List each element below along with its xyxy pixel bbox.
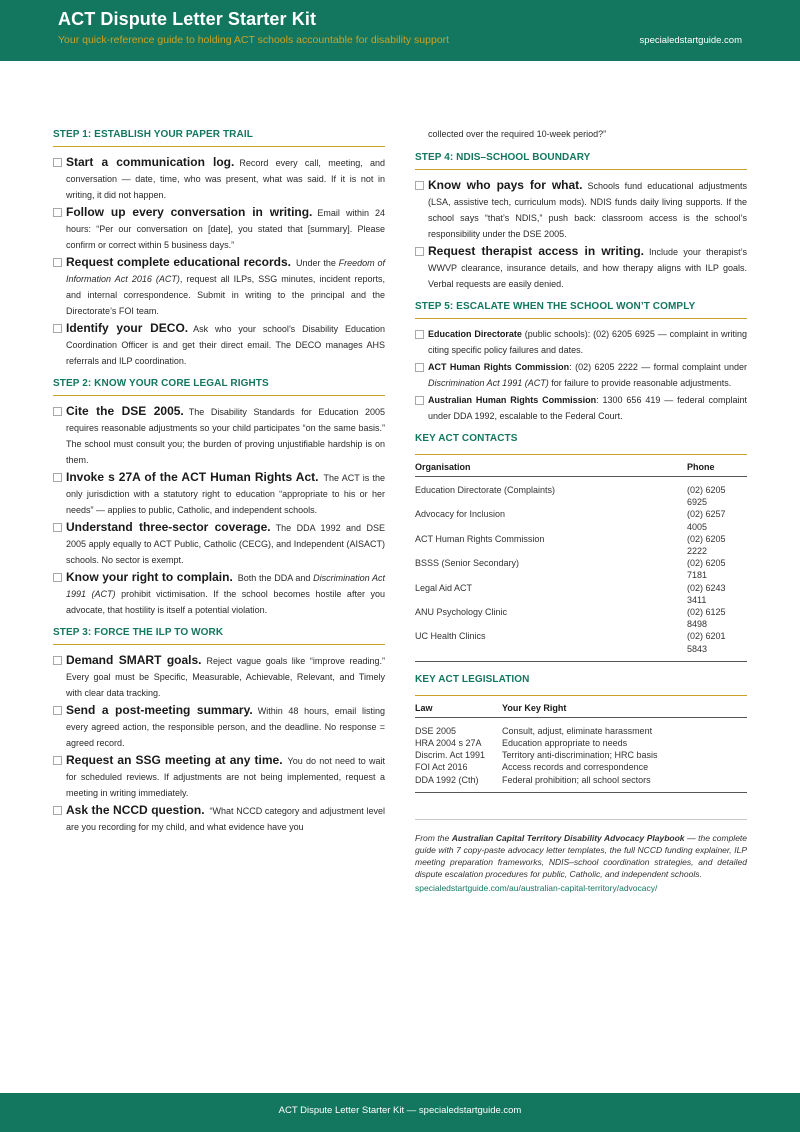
checkbox-icon[interactable] xyxy=(53,806,62,815)
checklist-item xyxy=(53,204,385,253)
site-link[interactable]: specialedstartguide.com xyxy=(639,35,742,46)
checkbox-icon[interactable] xyxy=(53,656,62,665)
playbook-link[interactable]: specialedstartguide.com/au/australian-capital-territory/advocacy/ xyxy=(415,882,658,893)
table-cell: (02) 6257 4005 xyxy=(687,509,726,532)
checkbox-icon[interactable] xyxy=(53,158,62,167)
item-text: Within 48 hours, email listing every agreed action, the responsible person, and the deadline. No response = agreed record. xyxy=(66,706,385,748)
table-row xyxy=(415,606,747,630)
left-column xyxy=(53,126,385,844)
item-lead: Cite the DSE 2005. xyxy=(66,404,184,418)
checkbox-icon[interactable] xyxy=(53,258,62,267)
checklist-item xyxy=(53,254,385,319)
item-lead: Australian Human Rights Commission xyxy=(428,395,597,405)
step3-continuation: collected over the required 10-week period?” xyxy=(428,129,607,139)
checkbox-icon[interactable] xyxy=(53,756,62,765)
table-cell: (02) 6205 6925 xyxy=(687,485,726,508)
checklist-item xyxy=(53,652,385,701)
column-header: Organisation xyxy=(415,460,687,477)
item-text: , request all ILPs, SSG minutes, incident reports, and internal correspondence. Submit in writing to the principal and the Directorate’s FOI team. xyxy=(66,274,385,316)
table-cell: (02) 6205 2222 xyxy=(687,533,726,557)
step3-heading: STEP 3: FORCE THE ILP TO WORK xyxy=(53,627,385,645)
checklist-item xyxy=(53,154,385,203)
item-text: You do not need to wait for scheduled reviews. If adjustments are not being implemented, request a meeting in writing immediately. xyxy=(66,756,385,798)
item-text-pre: : (02) 6205 2222 — formal complaint under xyxy=(569,362,748,372)
checkbox-icon[interactable] xyxy=(53,208,62,217)
table-row xyxy=(415,774,747,793)
item-text-em: Freedom of Information Act 2016 (ACT) xyxy=(66,258,385,284)
checkbox-icon[interactable] xyxy=(415,330,424,339)
checklist-item xyxy=(53,403,385,468)
step3-section xyxy=(53,627,385,835)
column-header: Law xyxy=(415,701,502,718)
step1-heading: STEP 1: ESTABLISH YOUR PAPER TRAIL xyxy=(53,129,385,147)
note-book-title: Australian Capital Territory Disability Advocacy Playbook xyxy=(451,832,685,843)
step1-section xyxy=(53,129,385,369)
item-lead: Send a post-meeting summary. xyxy=(66,703,253,717)
item-text: The ACT is the only jurisdiction with a statutory right to education “appropriate to his or her needs” — applies to public, Catholic, and independent schools. xyxy=(66,473,385,515)
table-row xyxy=(415,630,747,661)
table-cell: DDA 1992 (Cth) xyxy=(415,774,502,793)
checklist-item xyxy=(53,320,385,369)
contacts-section xyxy=(415,433,747,662)
table-row xyxy=(415,737,747,749)
step4-section xyxy=(415,152,747,292)
item-lead: Ask the NCCD question. xyxy=(66,803,205,817)
contacts-table-wrap xyxy=(415,454,747,662)
legislation-table xyxy=(415,701,747,793)
item-text: Reject vague goals like “improve reading.” Every goal must be Specific, Measurable, Achievable, Relevant, and Timely with clear data tracking. xyxy=(66,656,385,698)
table-cell: FOI Act 2016 xyxy=(415,762,468,773)
header-banner xyxy=(0,0,800,61)
right-column xyxy=(415,126,747,894)
checkbox-icon[interactable] xyxy=(415,396,424,405)
item-text-pre: Both the DDA and xyxy=(237,573,314,583)
checklist-item xyxy=(53,802,385,835)
item-text: Record every call, meeting, and conversation — date, time, who was present, what was said. If it is not in writing, it did not happen. xyxy=(66,158,385,200)
item-text: The DDA 1992 and DSE 2005 apply equally to ACT Public, Catholic (CECG), and Independent (AISACT) schools. No sector is exempt. xyxy=(66,523,386,565)
checkbox-icon[interactable] xyxy=(53,523,62,532)
checkbox-icon[interactable] xyxy=(53,573,62,582)
table-cell: Discrim. Act 1991 xyxy=(415,750,486,761)
item-lead: Know your right to complain. xyxy=(66,570,233,584)
note-prefix: From the xyxy=(415,832,452,843)
table-row xyxy=(415,717,747,737)
table-cell: (02) 6201 5843 xyxy=(687,630,747,661)
table-row xyxy=(415,508,747,532)
item-text: Schools fund educational adjustments (LSA, assistive tech, curriculum mods). NDIS funds daily living supports. If the school says “that’s NDIS,” push back: classroom access is the school’s responsibility under the DSE 2005. xyxy=(428,181,747,239)
table-cell: Access records and correspondence xyxy=(502,762,649,773)
legislation-table-wrap xyxy=(415,695,747,793)
table-row xyxy=(415,749,747,761)
item-lead: Request complete educational records. xyxy=(66,255,291,269)
item-lead: Invoke s 27A of the ACT Human Rights Act. xyxy=(66,470,319,484)
item-lead: Request therapist access in writing. xyxy=(428,244,644,258)
table-row xyxy=(415,533,747,557)
item-text-pre: Under the xyxy=(296,258,339,268)
item-text: The Disability Standards for Education 2005 requires reasonable adjustments so your child participates “on the same basis.” The school must consult you; the burden of proving unjustifiable hardship is on them. xyxy=(66,407,386,465)
item-lead: ACT Human Rights Commission xyxy=(428,362,570,372)
page-subtitle: Your quick-reference guide to holding ACT schools accountable for disability support xyxy=(58,34,450,46)
table-row xyxy=(415,582,747,606)
item-text: Ask who your school’s Disability Education Coordination Officer is and get their direct email. The DECO manages AHS referrals and ILP coordination. xyxy=(66,324,385,366)
table-cell: ACT Human Rights Commission xyxy=(415,533,545,544)
step2-section xyxy=(53,378,385,618)
table-cell: (02) 6125 8498 xyxy=(687,607,726,630)
item-lead: Education Directorate xyxy=(428,329,522,339)
table-cell: Advocacy for Inclusion xyxy=(415,509,506,520)
item-lead: Request an SSG meeting at any time. xyxy=(66,753,283,767)
contacts-table xyxy=(415,460,747,662)
note-text: — the complete guide with 7 copy-paste advocacy letter templates, the full NCCD funding explainer, ILP meeting preparation frameworks, NDIS–school coordination strategies, and detailed dispute escalation procedures for public, Catholic, and independent schools. xyxy=(415,832,748,880)
step5-heading: STEP 5: ESCALATE WHEN THE SCHOOL WON’T COMPLY xyxy=(415,301,747,319)
checklist-item xyxy=(53,469,385,518)
table-cell: Consult, adjust, eliminate harassment xyxy=(502,725,653,736)
checkbox-icon[interactable] xyxy=(53,473,62,482)
table-cell: UC Health Clinics xyxy=(415,630,687,661)
step2-heading: STEP 2: KNOW YOUR CORE LEGAL RIGHTS xyxy=(53,378,385,396)
item-text: for failure to provide reasonable adjustments. xyxy=(548,378,732,388)
checklist-item xyxy=(415,392,747,424)
table-row xyxy=(415,761,747,773)
table-cell: Territory anti-discrimination; HRC basis xyxy=(502,750,658,761)
table-cell: Federal prohibition; all school sectors xyxy=(502,774,747,793)
item-lead: Know who pays for what. xyxy=(428,178,583,192)
checklist-item xyxy=(53,519,385,568)
contacts-heading: KEY ACT CONTACTS xyxy=(415,433,518,444)
table-row xyxy=(415,557,747,581)
checkbox-icon[interactable] xyxy=(415,247,424,256)
item-text: : 1300 656 419 — federal complaint under DDA 1992, escalable to the Federal Court. xyxy=(428,395,747,421)
table-cell: HRA 2004 s 27A xyxy=(415,738,482,749)
item-text-em: Discrimination Act 1991 (ACT) xyxy=(428,378,549,388)
item-text: (public schools): (02) 6205 6925 — complaint in writing citing specific policy failures and dates. xyxy=(428,329,747,355)
item-text: Include your therapist’s WWVP clearance, insurance details, and how therapy aligns with ILP goals. Verbal requests are easily denied. xyxy=(428,247,747,289)
checkbox-icon[interactable] xyxy=(53,407,62,416)
checkbox-icon[interactable] xyxy=(415,363,424,372)
checklist-item xyxy=(53,702,385,751)
column-header: Phone xyxy=(687,460,747,477)
item-lead: Start a communication log. xyxy=(66,155,235,169)
item-lead: Demand SMART goals. xyxy=(66,653,202,667)
legislation-section xyxy=(415,674,747,793)
checkbox-icon[interactable] xyxy=(415,181,424,190)
item-lead: Identify your DECO. xyxy=(66,321,189,335)
checklist-item xyxy=(415,326,747,358)
legislation-heading: KEY ACT LEGISLATION xyxy=(415,673,530,685)
table-cell: Education appropriate to needs xyxy=(502,738,628,749)
table-cell: Legal Aid ACT xyxy=(415,582,473,593)
table-cell: BSSS (Senior Secondary) xyxy=(415,558,520,569)
table-cell: (02) 6243 3411 xyxy=(687,582,726,605)
page-title: ACT Dispute Letter Starter Kit xyxy=(58,9,317,29)
playbook-note xyxy=(415,819,747,894)
checklist-item xyxy=(415,243,747,292)
item-text: Email within 24 hours: “Per our conversation on [date], you stated that [summary]. Please confirm or correct within 5 business days.” xyxy=(66,208,386,250)
item-lead: Understand three-sector coverage. xyxy=(66,520,271,534)
checklist-item xyxy=(53,569,385,618)
footer-bar xyxy=(0,1093,800,1132)
column-header: Your Key Right xyxy=(502,701,747,718)
checklist-item xyxy=(415,177,747,242)
table-row xyxy=(415,477,747,509)
footer-text: ACT Dispute Letter Starter Kit — specialedstartguide.com xyxy=(278,1105,522,1116)
table-cell: Education Directorate (Complaints) xyxy=(415,485,556,495)
checklist-item xyxy=(53,752,385,801)
item-text-em: Discrimination Act 1991 (ACT) xyxy=(66,573,385,599)
step4-heading: STEP 4: NDIS–SCHOOL BOUNDARY xyxy=(415,152,747,170)
table-cell: (02) 6205 7181 xyxy=(687,558,726,581)
item-text: prohibit victimisation. If the school becomes hostile after you advocate, that hostility is itself a potential violation. xyxy=(66,589,385,615)
table-cell: ANU Psychology Clinic xyxy=(415,607,508,618)
checkbox-icon[interactable] xyxy=(53,324,62,333)
step5-section xyxy=(415,301,747,424)
item-text: “What NCCD category and adjustment level are you recording for my child, and what evidence have you xyxy=(66,806,385,832)
table-cell: DSE 2005 xyxy=(415,725,457,736)
checkbox-icon[interactable] xyxy=(53,706,62,715)
checklist-item xyxy=(415,359,747,391)
item-lead: Follow up every conversation in writing. xyxy=(66,205,313,219)
